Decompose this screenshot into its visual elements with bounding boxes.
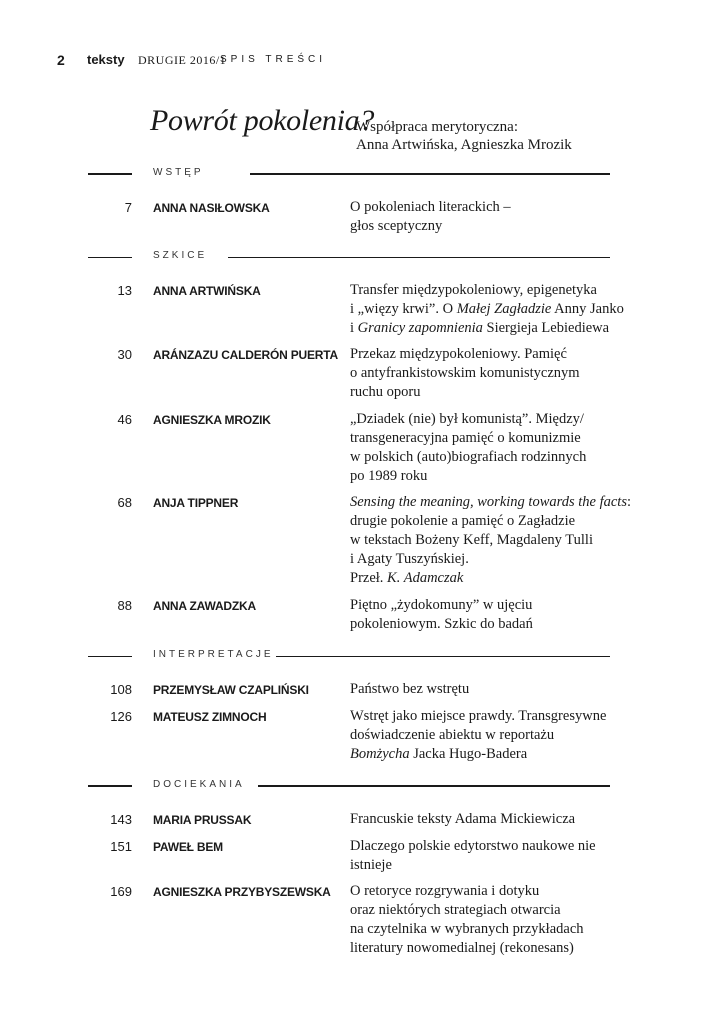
title-segment: : xyxy=(626,494,631,510)
issue-title: Powrót pokolenia? xyxy=(150,104,375,137)
toc-article-title xyxy=(350,837,625,875)
toc-page-number: 68 xyxy=(117,495,132,510)
toc-page-number: 7 xyxy=(124,200,132,215)
title-line xyxy=(350,745,625,764)
toc-article-title xyxy=(350,596,625,634)
toc-page-number: 88 xyxy=(117,598,132,613)
title-italic-segment: Małej Zagładzie xyxy=(456,301,552,317)
title-segment: w polskich (auto)biografiach rodzinnych xyxy=(350,449,587,465)
toc-author: ANJA TIPPNER xyxy=(153,496,239,510)
toc-page-number: 169 xyxy=(110,884,132,899)
title-segment: Przeł. xyxy=(350,570,388,586)
title-line xyxy=(350,726,625,745)
title-line xyxy=(350,810,625,829)
title-line xyxy=(350,512,625,531)
title-line xyxy=(350,531,625,550)
toc-page-number: 108 xyxy=(110,682,132,697)
title-segment: na czytelnika w wybranych przykładach xyxy=(350,921,584,937)
title-line xyxy=(350,429,625,448)
running-section-title: SPIS TREŚCI xyxy=(220,54,327,65)
section-rule-left xyxy=(88,173,132,175)
section-rule-left xyxy=(88,785,132,787)
title-line xyxy=(350,448,625,467)
title-segment: Dlaczego polskie edytorstwo naukowe nie xyxy=(350,838,596,854)
title-segment: Jacka Hugo-Badera xyxy=(409,746,528,762)
title-line xyxy=(350,680,625,699)
title-italic-segment: K. Adamczak xyxy=(387,570,464,586)
title-line xyxy=(350,856,625,875)
title-segment: transgeneracyjna pamięć o komunizmie xyxy=(350,430,581,446)
title-italic-segment: Bomżycha xyxy=(350,746,410,762)
title-segment: Piętno „żydokomuny” w ujęciu xyxy=(350,597,533,613)
title-segment: w tekstach Bożeny Keff, Magdaleny Tulli xyxy=(350,532,593,548)
section-rule-left xyxy=(88,257,132,258)
title-line xyxy=(350,882,625,901)
toc-author: MARIA PRUSSAK xyxy=(153,813,252,827)
toc-page-number: 143 xyxy=(110,812,132,827)
toc-author: AGNIESZKA PRZYBYSZEWSKA xyxy=(153,885,331,899)
title-italic-segment: Sensing the meaning, working towards the facts xyxy=(350,494,627,510)
title-line xyxy=(350,410,625,429)
title-line xyxy=(350,364,625,383)
title-line xyxy=(350,707,625,726)
editors-label: Współpraca merytoryczna: xyxy=(356,119,519,135)
toc-article-title xyxy=(350,493,631,588)
section-heading xyxy=(0,778,725,794)
title-line xyxy=(350,569,625,588)
title-line xyxy=(350,596,625,615)
toc-article-title xyxy=(350,345,625,402)
editors-note xyxy=(356,118,572,154)
toc-author: PRZEMYSŁAW CZAPLIŃSKI xyxy=(153,683,309,697)
title-line xyxy=(350,939,625,958)
title-line xyxy=(350,198,625,217)
title-line xyxy=(350,319,625,338)
toc-page-number: 151 xyxy=(110,839,132,854)
title-segment: po 1989 roku xyxy=(350,468,428,484)
title-segment: Anny Janko xyxy=(551,301,624,317)
title-segment: oraz niektórych strategiach otwarcia xyxy=(350,902,561,918)
section-label: SZKICE xyxy=(153,250,208,261)
title-line xyxy=(350,217,625,236)
toc-article-title xyxy=(350,680,625,699)
section-rule-right xyxy=(276,656,610,657)
toc-author: ANNA ZAWADZKA xyxy=(153,599,256,613)
title-segment: Państwo bez wstrętu xyxy=(350,681,470,697)
title-segment: Transfer międzypokoleniowy, epigenetyka xyxy=(350,282,597,298)
title-segment: drugie pokolenie a pamięć o Zagładzie xyxy=(350,513,576,529)
title-line xyxy=(350,300,625,319)
title-line xyxy=(350,837,625,856)
section-label: WSTĘP xyxy=(153,167,204,178)
toc-page-number: 30 xyxy=(117,347,132,362)
title-italic-segment: Granicy zapomnienia xyxy=(357,320,483,336)
title-segment: i Agaty Tuszyńskiej. xyxy=(350,551,469,567)
title-segment: Wstręt jako miejsce prawdy. Transgresywne xyxy=(350,708,607,724)
section-label: INTERPRETACJE xyxy=(153,649,274,660)
title-line xyxy=(350,901,625,920)
toc-author: ANNA NASIŁOWSKA xyxy=(153,201,270,215)
toc-author: PAWEŁ BEM xyxy=(153,840,223,854)
toc-author: ANNA ARTWIŃSKA xyxy=(153,284,261,298)
toc-article-title xyxy=(350,281,625,338)
section-rule-right xyxy=(258,785,610,787)
title-segment: o antyfrankistowskim komunistycznym xyxy=(350,365,580,381)
page-number: 2 xyxy=(57,52,65,68)
toc-article-title xyxy=(350,198,625,236)
editors-names: Anna Artwińska, Agnieszka Mrozik xyxy=(356,137,572,153)
title-segment: pokoleniowym. Szkic do badań xyxy=(350,616,533,632)
toc-article-title xyxy=(350,810,625,829)
section-rule-left xyxy=(88,656,132,657)
toc-article-title xyxy=(350,410,625,486)
title-segment: Francuskie teksty Adama Mickiewicza xyxy=(350,811,576,827)
section-heading xyxy=(0,249,725,265)
title-segment: „Dziadek (nie) był komunistą”. Między/ xyxy=(350,411,584,427)
section-rule-right xyxy=(250,173,610,175)
title-segment: głos sceptyczny xyxy=(350,218,443,234)
toc-article-title xyxy=(350,882,625,958)
title-line xyxy=(350,550,625,569)
title-segment: i xyxy=(350,320,358,336)
title-line xyxy=(350,467,625,486)
section-label: DOCIEKANIA xyxy=(153,779,245,790)
title-line xyxy=(350,920,625,939)
toc-page-number: 13 xyxy=(117,283,132,298)
title-segment: Przekaz międzypokoleniowy. Pamięć xyxy=(350,346,567,362)
journal-name: teksty xyxy=(87,52,125,67)
journal-issue: DRUGIE 2016/1 xyxy=(138,53,227,67)
title-line xyxy=(350,493,631,512)
title-segment: literatury nowomedialnej (rekonesans) xyxy=(350,940,574,956)
section-heading xyxy=(0,648,725,664)
title-segment: Siergieja Lebiediewa xyxy=(482,320,610,336)
title-segment: i „więzy krwi”. O xyxy=(350,301,457,317)
title-segment: ruchu oporu xyxy=(350,384,421,400)
toc-author: ARÁNZAZU CALDERÓN PUERTA xyxy=(153,348,338,362)
title-line xyxy=(350,345,625,364)
title-segment: doświadczenie abiektu w reportażu xyxy=(350,727,555,743)
toc-article-title xyxy=(350,707,625,764)
title-segment: O retoryce rozgrywania i dotyku xyxy=(350,883,540,899)
section-rule-right xyxy=(228,257,610,258)
title-segment: istnieje xyxy=(350,857,392,873)
title-line xyxy=(350,281,625,300)
section-heading xyxy=(0,166,725,182)
toc-author: MATEUSZ ZIMNOCH xyxy=(153,710,267,724)
title-segment: O pokoleniach literackich – xyxy=(350,199,511,215)
toc-page-number: 46 xyxy=(117,412,132,427)
title-line xyxy=(350,383,625,402)
toc-page-number: 126 xyxy=(110,709,132,724)
toc-author: AGNIESZKA MROZIK xyxy=(153,413,271,427)
title-line xyxy=(350,615,625,634)
